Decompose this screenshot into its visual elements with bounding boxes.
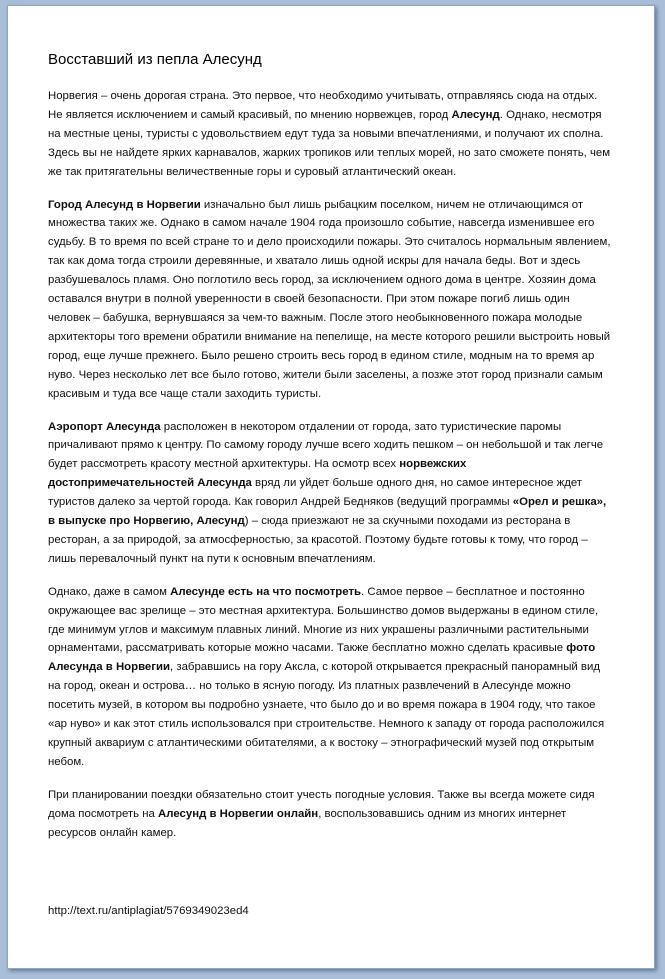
- text-run: изначально был лишь рыбацким поселком, ничем не отличающимся от множества таких же. Однако в самом начале 1904 года произошло событие, навсегда изменившее его судьбу. В то время по всей стране то и дело происходили пожары. Это считалось нормальным явлением, так как дома тогда строили деревянные, и хватало лишь одной искры для начала беды. Вот и здесь разбушевалось пламя. Оно поглотило весь город, за исключением одного дома в центре. Хозяин дома оставался внутри в полной уверенности в своей безопасности. При этом пожаре погиб лишь один человек – бабушка, вернувшаяся за чем-то важным. После этого необыкновенного пожара молодые архитекторы того времени обратили внимание на пепелище, на месте которого решили выстроить новый город, еще лучше прежнего. Было решено строить весь город в едином стиле, модным на то время ар нуво. Через несколько лет все было готово, жители были заселены, а позже этот город признали самым красивым и туда все чаще стали заходить туристы.: [48, 198, 611, 400]
- text-run: Норвегия – очень дорогая страна. Это первое, что необходимо учитывать, отправляясь сюда на отдых. Не является исключением и самый красивый, по мнению норвежцев, город: [48, 90, 598, 121]
- text-run: . Самое первое – бесплатное и постоянно окружающее вас зрелище – это местная архитектура. Большинство домов выдержаны в едином стиле, где минимум углов и максимум плавных линий. Многие из них украшены различными растительными орнаментами, рассматривать которые можно часами. Также бесплатно можно сделать красивые: [48, 585, 599, 655]
- bold-text-run: Алесунд в Норвегии онлайн: [158, 807, 319, 820]
- paragraph: [48, 418, 614, 569]
- text-run: ) – сюда приезжают не за скучными походами из ресторана в ресторан, а за природой, за атмосферностью, за красотой. Поэтому будьте готовы к тому, что город – лишь перевалочный пункт на пути к основным впечатлениям.: [48, 515, 588, 565]
- document-page: [7, 5, 655, 969]
- text-run: , воспользовавшись одним из многих интернет ресурсов онлайн камер.: [48, 807, 567, 839]
- bold-text-run: фото Алесунда в Норвегии: [48, 642, 596, 674]
- bold-text-run: Алесунде есть на что посмотреть: [170, 585, 362, 598]
- paragraph: [48, 786, 614, 843]
- source-url: http://text.ru/antiplagiat/5769349023ed4: [48, 905, 249, 917]
- text-run: , забравшись на гору Аксла, с которой открывается прекрасный панорамный вид на город, океан и острова… но только в ясную погоду. Из платных развлечений в Алесунде можно посетить музей, в котором вы подробно узнаете, что было до и во время пожара в 1904 году, что такое «ар нуво» и как этот стиль использовался при строительстве. Немного к западу от города расположился крупный аквариум с атлантическими обитателями, а к востоку – этнографический музей под открытым небом.: [48, 661, 605, 768]
- bold-text-run: «Орел и решка», в выпуске про Норвегию, Алесунд: [48, 496, 607, 528]
- bold-text-run: Алесунд: [451, 108, 500, 121]
- paragraph: [48, 583, 614, 772]
- text-run: . Однако, несмотря на местные цены, туристы с удовольствием едут туда за новыми впечатлениями, и получают их сполна. Здесь вы не найдете ярких карнавалов, жарких тропиков или теплых морей, но зато сможете понять, чем же так притягательны величественные горы и суровый атлантический океан.: [48, 108, 611, 178]
- paragraphs: [48, 87, 614, 843]
- paragraph: [48, 196, 614, 404]
- text-run: вряд ли уйдет больше одного дня, но самое интересное ждет туристов далеко за чертой города. Как говорил Андрей Бедняков (ведущий программы: [48, 477, 583, 509]
- paragraph: [48, 87, 614, 182]
- text-run: При планировании поездки обязательно стоит учесть погодные условия. Также вы всегда можете сидя дома посмотреть на: [48, 788, 595, 820]
- document-title: Восставший из пепла Алесунд: [48, 51, 262, 68]
- document-body: [48, 50, 614, 857]
- text-run: расположен в некотором отдалении от города, зато туристические паромы причаливают прямо к центру. По самому городу лучше всего ходить пешком – он небольшой и так легче будет рассмотреть красоту местной архитектуры. На осмотр всех: [48, 420, 604, 471]
- bold-text-run: норвежских достопримечательностей Алесунда: [48, 458, 467, 490]
- bold-text-run: Город Алесунд в Норвегии: [48, 198, 201, 211]
- bold-text-run: Аэропорт Алесунда: [48, 420, 161, 433]
- text-run: Однако, даже в самом: [48, 585, 171, 598]
